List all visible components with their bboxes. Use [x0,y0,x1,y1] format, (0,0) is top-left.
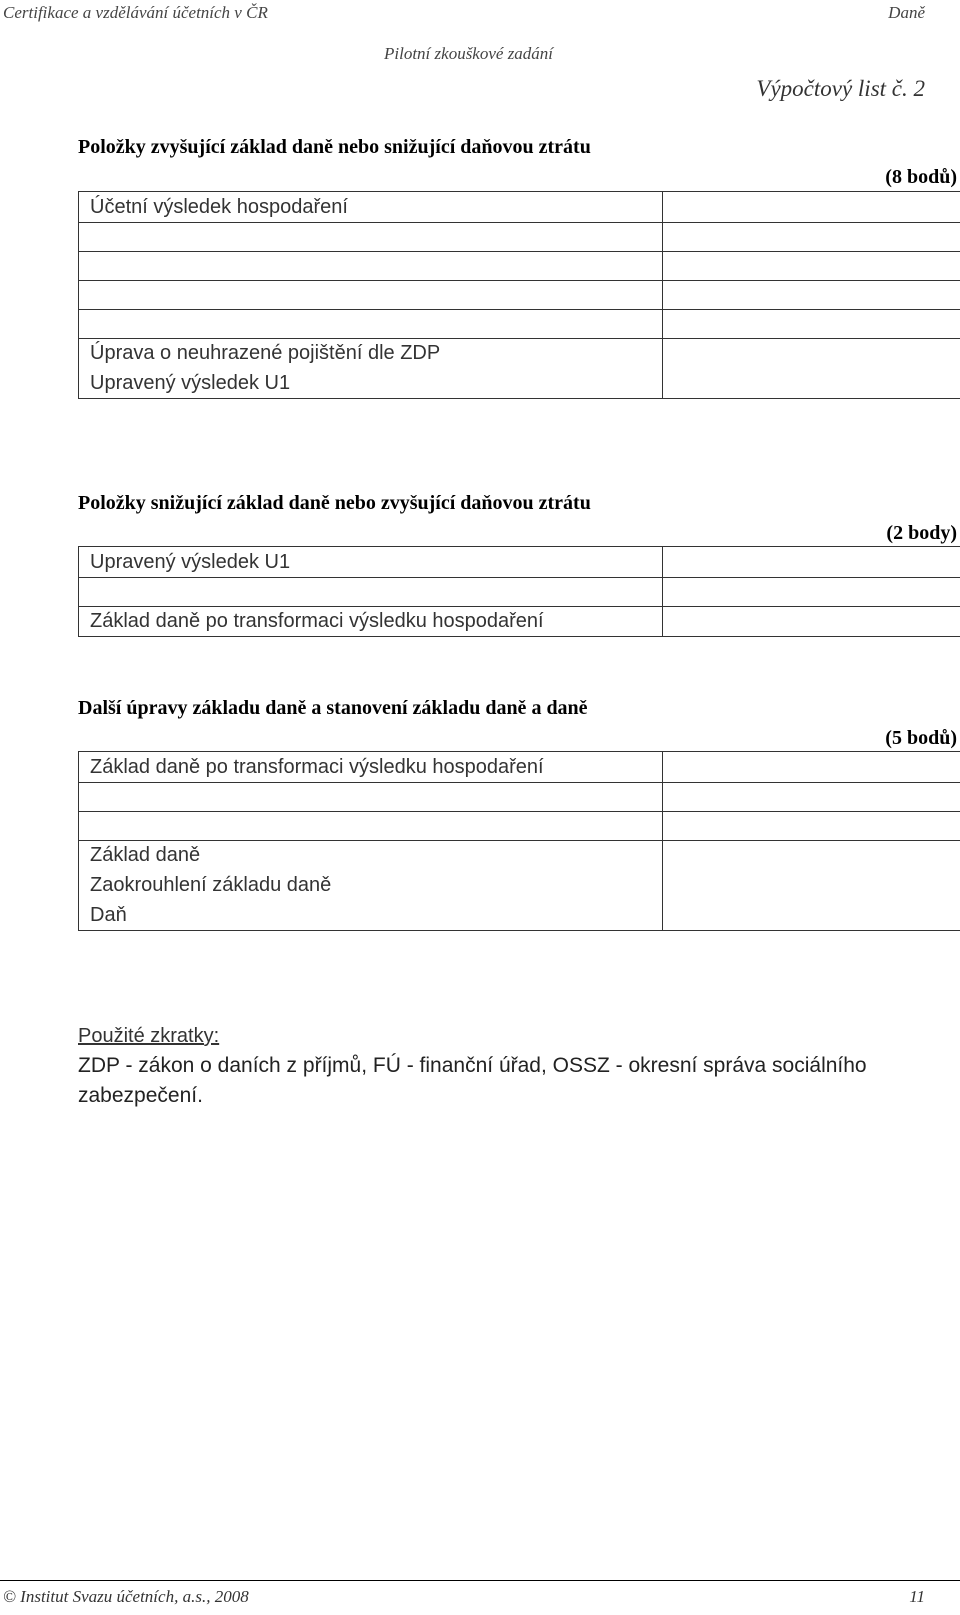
table-row [79,369,960,399]
row-label: Úprava o neuhrazené pojištění dle ZDP [79,339,663,369]
value-cell[interactable] [663,871,960,901]
table-row [79,901,960,931]
row-label [79,783,663,812]
row-label [79,310,663,339]
section3-title: Další úpravy základu daně a stanovení základu daně a daně [78,697,588,719]
section2-title: Položky snižující základ daně nebo zvyšující daňovou ztrátu [78,492,591,514]
section3-table [78,751,960,931]
table-row [79,281,960,310]
value-cell[interactable] [663,310,960,339]
header-right: Daně [888,3,925,22]
page-number: 11 [909,1587,925,1606]
table-row [79,547,960,578]
row-label: Základ daně po transformaci výsledku hospodaření [79,752,663,783]
value-cell[interactable] [663,783,960,812]
row-label [79,578,663,607]
section1-title: Položky zvyšující základ daně nebo snižující daňovou ztrátu [78,136,591,158]
row-label [79,812,663,841]
section2-points: (2 body) [886,522,957,544]
value-cell[interactable] [663,192,960,223]
table-row [79,578,960,607]
table-row [79,223,960,252]
table-row [79,607,960,637]
value-cell[interactable] [663,752,960,783]
table-row [79,783,960,812]
table-row [79,871,960,901]
table-row [79,339,960,369]
value-cell[interactable] [663,901,960,931]
row-label: Základ daně po transformaci výsledku hospodaření [79,607,663,637]
section1-points: (8 bodů) [885,166,957,188]
table-row [79,252,960,281]
row-label [79,252,663,281]
table-row [79,841,960,871]
header-left: Certifikace a vzdělávání účetních v ČR [3,3,268,22]
table-row [79,752,960,783]
abbreviations-heading: Použité zkratky: [78,1025,220,1047]
value-cell[interactable] [663,578,960,607]
value-cell[interactable] [663,281,960,310]
footer-left: © Institut Svazu účetních, a.s., 2008 [3,1587,249,1606]
section2-table [78,546,960,637]
value-cell[interactable] [663,369,960,399]
section3-points: (5 bodů) [885,727,957,749]
section1-table [78,191,960,399]
footer-divider [0,1580,960,1581]
row-label: Zaokrouhlení základu daně [79,871,663,901]
row-label: Upravený výsledek U1 [79,369,663,399]
sheet-title: Výpočtový list č. 2 [756,76,925,101]
header-center: Pilotní zkouškové zadání [384,44,554,63]
row-label [79,223,663,252]
row-label: Účetní výsledek hospodaření [79,192,663,223]
value-cell[interactable] [663,547,960,578]
table-row [79,192,960,223]
row-label: Upravený výsledek U1 [79,547,663,578]
table-row [79,310,960,339]
value-cell[interactable] [663,223,960,252]
value-cell[interactable] [663,812,960,841]
value-cell[interactable] [663,339,960,369]
value-cell[interactable] [663,252,960,281]
abbreviations-text: ZDP - zákon o daních z příjmů, FÚ - finanční úřad, OSSZ - okresní správa sociálního zabezpečení. [78,1054,867,1107]
value-cell[interactable] [663,841,960,871]
row-label [79,281,663,310]
table-row [79,812,960,841]
row-label: Základ daně [79,841,663,871]
value-cell[interactable] [663,607,960,637]
row-label: Daň [79,901,663,931]
